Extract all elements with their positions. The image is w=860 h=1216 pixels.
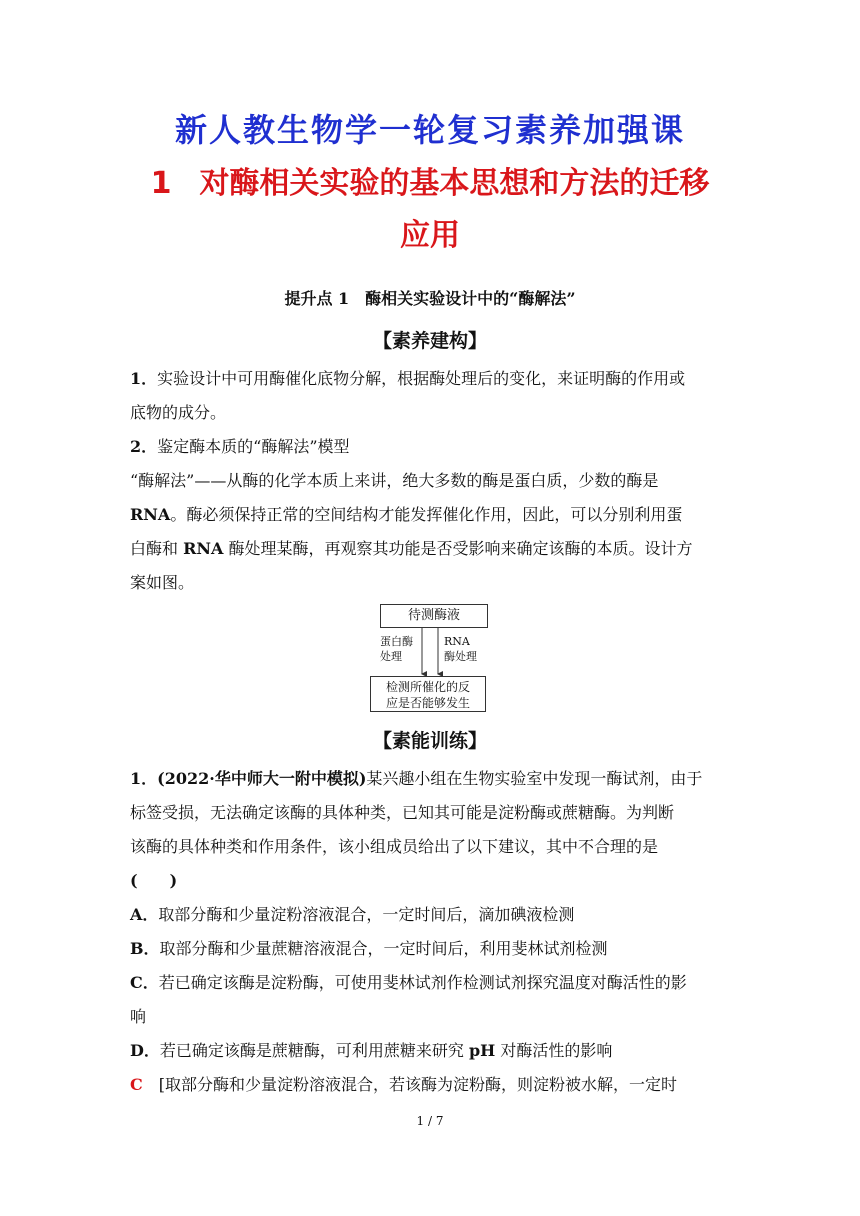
- answer-text: [取部分酶和少量淀粉溶液混合，若该酶为淀粉酶，则淀粉被水解，一定时: [158, 1075, 677, 1094]
- lesson-title-line1: 对酶相关实验的基本思想和方法的迁移: [199, 166, 710, 201]
- option-b: 取部分酶和少量蔗糖溶液混合，一定时间后，利用斐林试剂检测: [159, 939, 608, 958]
- section-title-construct: 【素养建构】: [372, 330, 487, 352]
- option-d-label: D．: [130, 1041, 160, 1060]
- p3-line-c1: 白酶和: [130, 539, 184, 558]
- q1-line-1: 某兴趣小组在生物实验室中发现一酶试剂，由于: [366, 769, 703, 788]
- series-title: 新人教生物学一轮复习素养加强课: [174, 111, 685, 149]
- p3-line-c3: 酶处理某酶，再观察其功能是否受影响来确定该酶的本质。设计方: [223, 539, 693, 558]
- answer-letter: C: [130, 1075, 143, 1094]
- lesson-title-line2: 应用: [400, 218, 460, 253]
- option-d-ph: pH: [468, 1041, 496, 1060]
- p1-cont: 底物的成分。: [130, 403, 227, 422]
- diagram-top-box: 待测酶液: [380, 604, 488, 628]
- left-label-2: 处理: [380, 650, 402, 663]
- p3-rna: RNA: [130, 505, 171, 524]
- p2-number: 2．: [130, 437, 158, 456]
- lesson-title: [130, 158, 730, 262]
- p1-text: 实验设计中可用酶催化底物分解，根据酶处理后的变化，来证明酶的作用或: [157, 369, 686, 388]
- q1-line-3: 该酶的具体种类和作用条件，该小组成员给出了以下建议，其中不合理的是: [130, 837, 659, 856]
- diagram-left-label: [380, 634, 413, 664]
- right-label-1: RNA: [444, 635, 470, 648]
- option-c-label: C．: [130, 973, 159, 992]
- option-d-2: 对酶活性的影响: [495, 1041, 613, 1060]
- enzyme-method-diagram: [370, 604, 490, 714]
- option-a: 取部分酶和少量淀粉溶液混合，一定时间后，滴加碘液检测: [158, 905, 575, 924]
- q1-line-2: 标签受损，无法确定该酶的具体种类，已知其可能是淀粉酶或蔗糖酶。为判断: [130, 803, 675, 822]
- option-c-2: 响: [130, 1007, 147, 1026]
- left-label-1: 蛋白酶: [380, 635, 413, 648]
- q1-paren: ( ): [130, 871, 178, 890]
- p3-line-d: 案如图。: [130, 573, 195, 592]
- paragraph-1: [130, 362, 732, 600]
- question-1: [130, 762, 732, 1102]
- diagram-bottom-box: [370, 676, 486, 712]
- right-label-2: 酶处理: [444, 650, 477, 663]
- page-number: 1 / 7: [416, 1114, 444, 1128]
- lesson-number: 1: [150, 166, 172, 201]
- p1-number: 1．: [130, 369, 158, 388]
- bottom-box-1: 检测所催化的反: [385, 680, 470, 694]
- subheading: 提升点 1 酶相关实验设计中的“酶解法”: [284, 289, 576, 308]
- q1-source: (2022·华中师大一附中模拟): [157, 769, 367, 788]
- q1-number: 1．: [130, 769, 158, 788]
- option-a-label: A．: [130, 905, 159, 924]
- option-d-1: 若已确定该酶是蔗糖酶，可利用蔗糖来研究: [159, 1041, 469, 1060]
- p3-rna-2: RNA: [183, 539, 224, 558]
- p3-line-b: 。酶必须保持正常的空间结构才能发挥催化作用，因此，可以分别利用蛋: [170, 505, 683, 524]
- p2-text: 鉴定酶本质的“酶解法”模型: [157, 437, 350, 456]
- bottom-box-2: 应是否能够发生: [385, 696, 470, 710]
- diagram-right-label: [444, 634, 477, 664]
- option-b-label: B．: [130, 939, 160, 958]
- option-c-1: 若已确定该酶是淀粉酶，可使用斐林试剂作检测试剂探究温度对酶活性的影: [158, 973, 687, 992]
- p3-line-a: “酶解法”——从酶的化学本质上来讲，绝大多数的酶是蛋白质，少数的酶是: [130, 471, 659, 490]
- section-title-training: 【素能训练】: [372, 730, 487, 752]
